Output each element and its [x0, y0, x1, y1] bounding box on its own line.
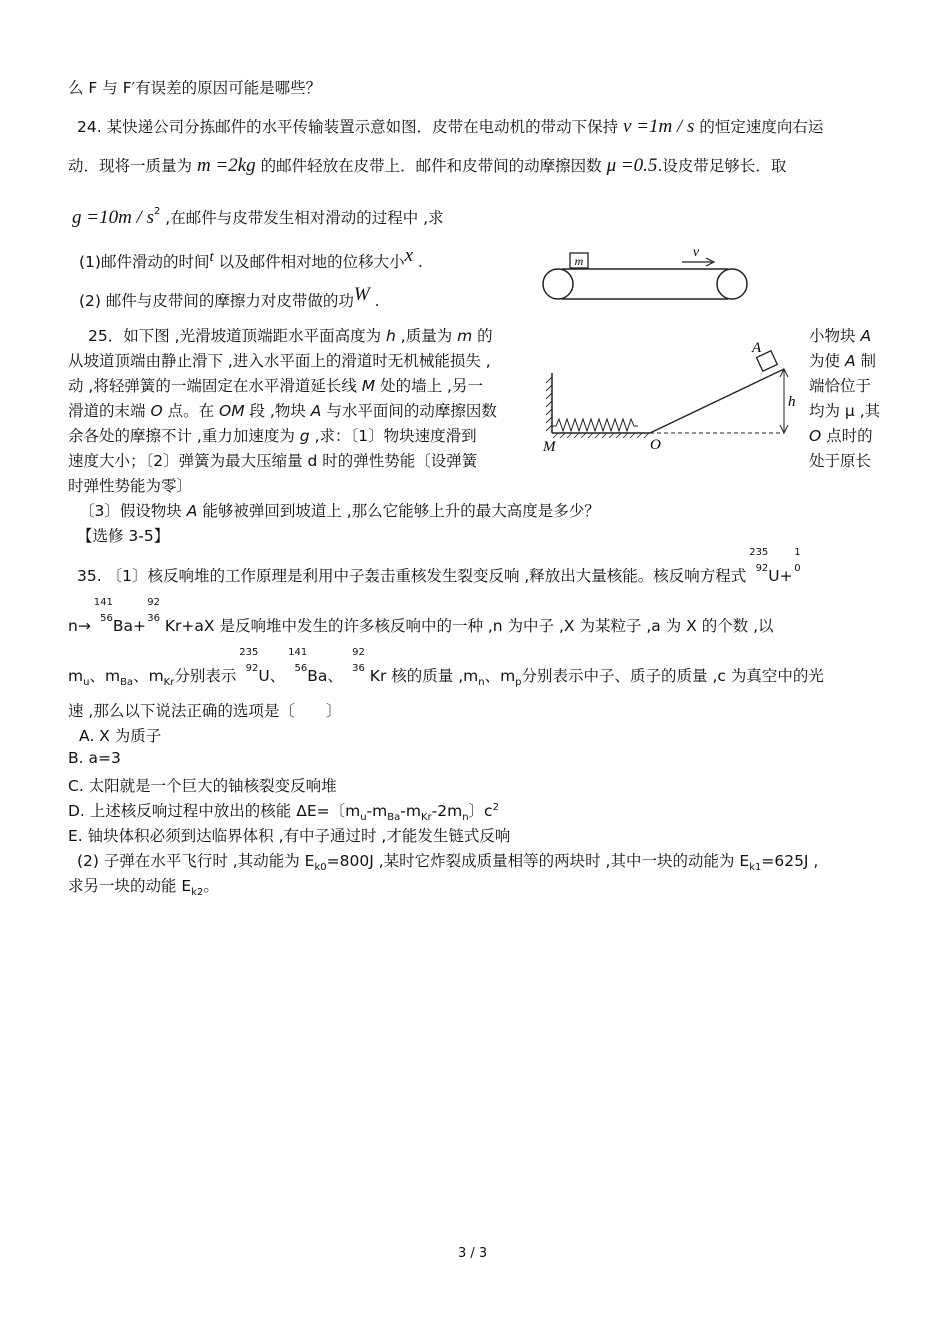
uranium-nuclide: 235 92: [749, 547, 769, 574]
mu-expression: μ =0.5: [606, 155, 658, 176]
m-expression: m =2kg: [196, 155, 256, 176]
option-A: A. X 为质子: [79, 727, 162, 745]
point-M-label: M: [543, 439, 556, 455]
q35-line3: $m_u$、$m_{Ba}$、$m_{Kr}$分别表示 235 92 U、 141 56 Ba、 92 36 Kr 核的质量 $,m_n$、$m_p$分别表示中子、质子的质量 ,c 为真空中的光: [68, 647, 824, 689]
q25-row4: 滑道的末端 O 点。在 OM 段 ,物块 A 与水平面间的动摩擦因数: [68, 402, 497, 420]
block-A-label: A: [752, 340, 762, 356]
q35-part2-line2: 求另一块的动能 $E_{k2}$。: [68, 877, 219, 899]
q24-part2: (2) 邮件与皮带间的摩擦力对皮带做的功W .: [79, 284, 380, 310]
q25-col3: 端恰位于: [809, 377, 872, 395]
q35-line1: 35. 〔1〕核反响堆的工作原理是利用中子轰击重核发生裂变反响 ,释放出大量核能。核反响方程式 235 92 U+ 1 0: [77, 547, 801, 585]
q35-part2-line1: (2) 子弹在水平飞行时 ,其动能为 $E_{k0}=800J$ ,某时它炸裂成质量相等的两块时 ,其中一块的动能为 $E_{k1}=625J$ ,: [77, 852, 819, 874]
q25-col1: 小物块 A: [809, 327, 872, 345]
velocity-label: v: [692, 245, 700, 260]
q25-row7: 时弹性势能为零〕: [68, 477, 193, 495]
slope-spring-figure: [538, 333, 808, 458]
krypton-nuclide-2: 92 36: [352, 647, 365, 674]
q35-line2: n→ 141 56 Ba+ 92 36 Kr+aX 是反响堆中发生的许多核反响中的一种 ,n 为中子 ,X 为某粒子 ,a 为 X 的个数 ,以: [68, 597, 774, 635]
height-label: h: [788, 394, 796, 410]
slope: [650, 369, 784, 433]
uranium-nuclide-2: 235 92: [239, 647, 259, 674]
parcel-mass-label: m: [574, 254, 584, 268]
g-expression: g =10m / s: [72, 207, 154, 228]
q24-line2: 动．现将一质量为 m =2kg 的邮件轻放在皮带上．邮件和皮带间的动摩擦因数 μ =0.5.设皮带足够长．取: [68, 155, 787, 176]
q25-row3: 动 ,将轻弹簧的一端固定在水平滑道延长线 M 处的墙上 ,另一: [68, 377, 483, 395]
q25-row5: 余各处的摩擦不计 ,重力加速度为 g ,求：〔1〕物块速度滑到: [68, 427, 477, 445]
section-heading: 【选修 3-5】: [77, 527, 170, 545]
conveyor-belt-figure: [536, 242, 756, 308]
page-number: 3 / 3: [458, 1246, 488, 1261]
option-E: E. 铀块体积必须到达临界体积 ,有中子通过时 ,才能发生链式反响: [68, 827, 511, 845]
q35-line4: 速 ,那么以下说法正确的选项是〔 〕: [68, 702, 342, 720]
q25-row1: 25．如下图 ,光滑坡道顶端距水平面高度为 h ,质量为 m 的: [88, 327, 493, 345]
barium-nuclide-2: 141 56: [288, 647, 308, 674]
spring: [552, 419, 638, 431]
q24-line1: 24. 某快递公司分拣邮件的水平传输装置示意如图．皮带在电动机的带动下保持 v =1m / s 的恒定速度向右运: [77, 116, 824, 137]
point-O-label: O: [650, 437, 661, 453]
q25-row6: 速度大小；〔2〕弹簧为最大压缩量 d 时的弹性势能〔设弹簧: [68, 452, 478, 470]
neutron-nuclide: 1 0: [794, 547, 801, 574]
option-D: D. 上述核反响过程中放出的核能 ΔE=〔$m_u-m_{Ba}-m_{Kr}-2m_n$〕$c^2$: [68, 801, 499, 824]
option-C: C. 太阳就是一个巨大的铀核裂变反响堆: [68, 777, 337, 795]
option-B: B. a=3: [68, 749, 121, 767]
barium-nuclide: 141 56: [93, 597, 113, 624]
q25-col2: 为使 A 制: [809, 352, 876, 370]
q25-row2: 从坡道顶端由静止滑下 ,进入水平面上的滑道时无机械能损失 ,: [68, 352, 491, 370]
q25-col5: O 点时的: [809, 427, 873, 445]
q25-part3: 〔3〕假设物块 A 能够被弹回到坡道上 ,那么它能够上升的最大高度是多少？: [79, 502, 600, 520]
carryover-line: 么 F 与 F′有误差的原因可能是哪些？: [68, 79, 322, 97]
right-pulley: [717, 269, 747, 299]
left-pulley: [543, 269, 573, 299]
krypton-nuclide: 92 36: [147, 597, 160, 624]
q25-col6: 处于原长: [809, 452, 872, 470]
q25-col4: 均为 μ ,其: [809, 402, 881, 420]
v-expression: v =1m / s: [623, 116, 695, 137]
q24-part1: (1)邮件滑动的时间t 以及邮件相对地的位移大小x .: [79, 245, 423, 271]
q24-line3: $g =10m / s^2$ ,在邮件与皮带发生相对滑动的过程中 ,求: [72, 206, 444, 228]
